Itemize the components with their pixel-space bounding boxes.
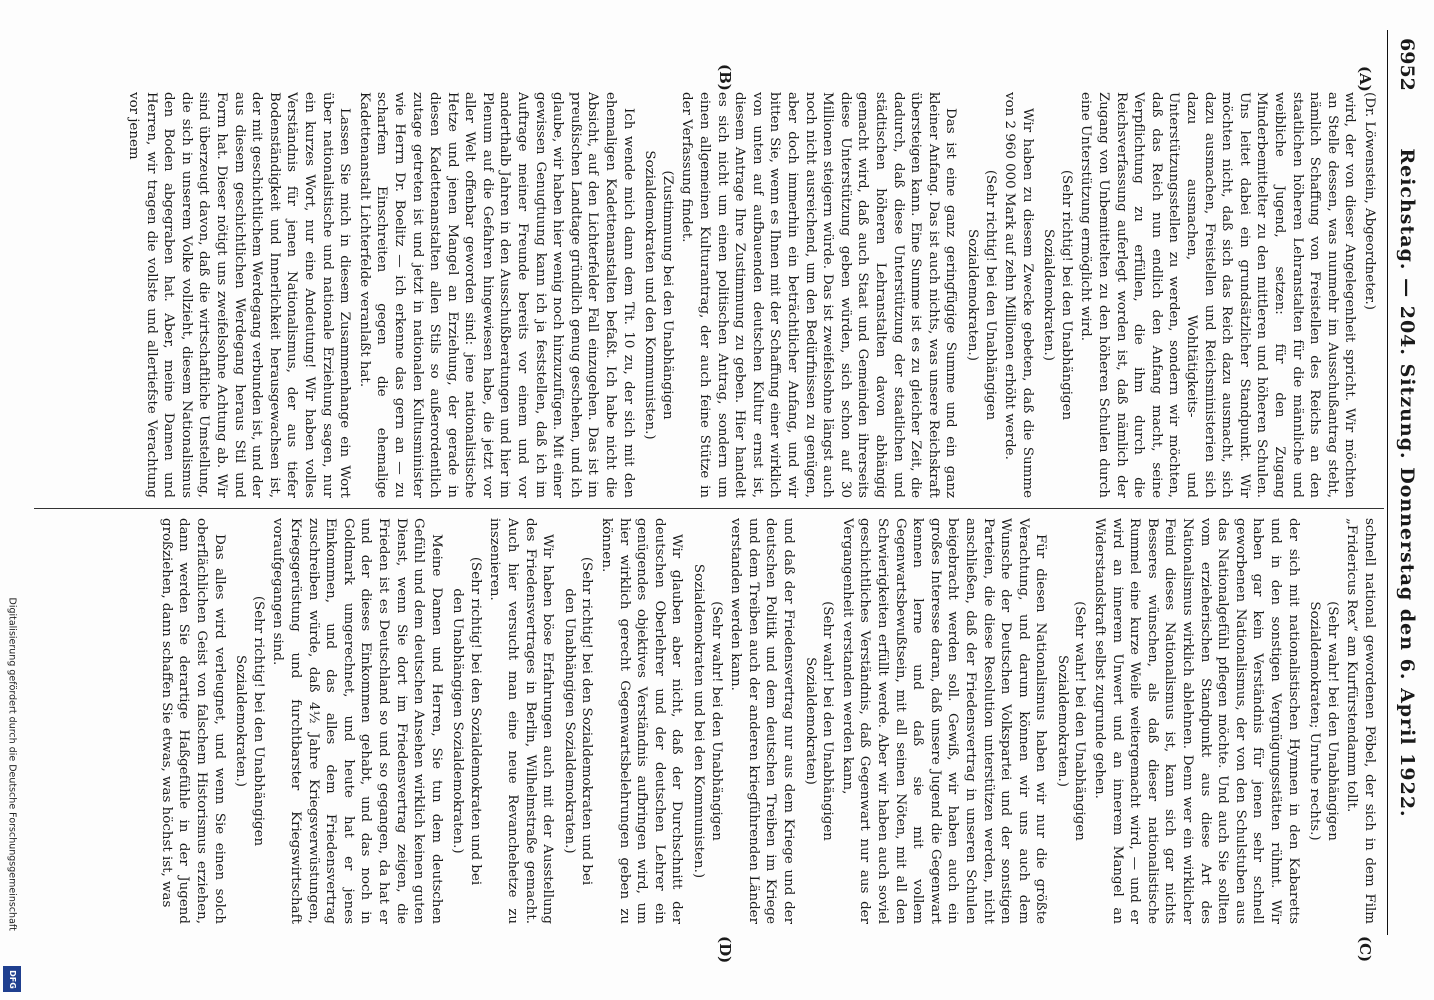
paragraph: und daß der Friedensvertrag nur aus dem Kriege und der deutschen Politik und dem deutschen Treiben im Kriege und dem Treiben auch der anderen kriegführenden Länder verstanden werden kann.	[728, 518, 796, 924]
paragraph: Das ist eine ganz geringfügige Summe und ein ganz kleiner Anfang. Das ist auch nichts, was unsere Reichskraft übersteigen kann. Eine Summe ist es zu gleicher Zeit, die dadurch, daß diese Unterstützung der staatlichen und städtischen höheren Lehranstalten davon abhängig gemacht wird, daß auch Staat und Gemeinden ihrerseits diese Unterstützung geben würden, sich schon auf 30 Millionen steigern würde. Das ist zweifelsohne längst auch noch nicht ausreichend, um den Bedürfnissen zu genügen, aber doch immerhin ein beträchtlicher Anfang, und wir bitten Sie, wenn es Ihnen mit der Schaffung einer wirklich von unten auf aufbauenden deutschen Kultur ernst ist, diesem Antrage Ihre Zustimmung zu geben. Hier handelt es sich nicht um einen politischen Antrag, sondern um einen allgemeinen Kulturantrag, der auch feine Stütze in der Verfassung findet.	[679, 92, 959, 498]
paragraph: wird, der von dieser Angelegenheit spricht. Wir möchten an Stelle dessen, was nunmehr im Ausschußantrag steht, nämlich Schaffung von Freistellen des Reichs an den staatlichen höheren Lehranstalten für die männliche und weibliche Jugend, setzen: für den Zugang Minderbemittelter zu den mittleren und höheren Schulen. Uns leitet dabei ein grundsätzlicher Standpunkt. Wir möchten nicht, daß sich das Reich dazu ausmacht, sich dazu ausmachen, Freistellen und Reichsministerien sich dazu ausmachen, Wohltätigkeits- und Unterstützungsstellen zu werden, sondern wir möchten, daß das Reich nun endlich den Anfang macht, seine Verpflichtung zu erfüllen, die ihm durch die Reichsverfassung auferlegt worden ist, daß nämlich der Zugang von Unbemittelten zu den höheren Schulen durch eine Unterstützung ermöglicht wird.	[1078, 92, 1358, 498]
margin-marker-c: (C)	[1356, 936, 1374, 963]
interjection: (Sehr richtig! bei den Unabhängigen Sozialdemokraten.)	[964, 169, 998, 421]
paragraph: Das alles wird verleugnet, und wenn Sie einen solch oberflächlichen Geist von falschem Historismus erziehen, dann werden Sie derartige Haßgefühle in der Jugend großziehen, dann schaffen Sie etwas, was höchst ist, was	[158, 518, 227, 924]
interjection: (Sehr wahr! bei den Unabhängigen Sozialdemokraten; Unruhe rechts.)	[1307, 601, 1340, 841]
credit-text: Digitalisierung gefördert durch die Deutsche Forschungsgemeinschaft	[6, 597, 18, 931]
column-divider	[34, 508, 1384, 509]
paragraph: schnell national gewordenen Pöbel, der sich in dem Film „Fridericus Rex“ am Kurfürstendamm tollt.	[1344, 518, 1377, 924]
interjection: (Sehr richtig! bei den Sozialdemokraten und bei den Unabhängigen Sozialdemokraten.)	[450, 556, 483, 886]
paragraph: Wir glauben aber nicht, daß der Durchschnitt der deutschen Oberlehrer und der deutschen Lehrer ein genügendes objektives Verständnis aufbringen wird, um hier wirklich gerecht Gegenwartsbelehrungen geben zu können.	[599, 518, 685, 924]
running-title: Reichstag. — 204. Sitzung. Donnerstag den 6. April 1922.	[1396, 148, 1418, 818]
left-text-column	[38, 92, 1378, 498]
header-rule	[1387, 30, 1388, 935]
page-number: 6952	[1396, 38, 1418, 91]
interjection: (Zustimmung bei den Unabhängigen Sozialdemokraten und den Kommunisten.)	[642, 150, 675, 440]
paragraph: Wir haben böse Erfahrungen auch mit der Ausstellung des Friedensvertrages in Berlin, Wilhelmstraße gemacht. Auch hier versucht man eine neue Revanchehetze zu inszenieren.	[487, 518, 556, 924]
page-header	[1392, 38, 1418, 928]
margin-marker-a: (A)	[1356, 66, 1374, 92]
right-text-column	[38, 518, 1378, 924]
paragraph: Wir haben zu diesem Zwecke gebeten, daß die Summe von 2 960 000 Mark auf zehn Millionen erhöht werde.	[1002, 92, 1035, 498]
dfg-logo	[3, 966, 21, 992]
paragraph: der sich mit nationalistischen Hymnen in den Kabaretts und in den sonstigen Vergnügungsstätten rühmt. Wir haben gar kein Verständnis für jenen sehr schnell geworbenen Nationalismus, der von den Schulstuben aus das Nationalgefühl pflegen möchte. Und auch Sie sollten vom erzieherischen Standpunkt aus diese Art des Nationalismus wirklich ablehnen. Denn wer ein wirklicher Feind dieses Nationalismus ist, kann sich gar nichts Besseres wünschen, als daß dieser nationalistische Rummel eine kurze Weile weitergemacht wird, — und er wird an innerem Unwert und an innerem Mangel an Widerstandskraft selbst zugrunde gehen.	[1092, 518, 1301, 924]
interjection: (Sehr wahr! bei den Unabhängigen Sozialdemokraten)	[802, 601, 836, 841]
paragraph: Ich wende mich dann dem Tit. 10 zu, der sich mit den ehemaligen Kadettenanstalten befaßt. Ich habe nicht die Absicht, auf den Lichterfelder Fall einzugehen. Das ist im preußischen Landtage gründlich genug geschehen, und ich glaube, wir haben hier wenig noch hinzuzufügen. Mit einer gewissen Genugtuung kann ich ja feststellen, daß ich im Auftrage meiner Freunde bereits vor einem und vor anderthalb Jahren in den Ausschußberatungen und hier im Plenum auf die Gefahren hingewiesen habe, die jetzt vor aller Welt offenbar geworden sind: jene nationalistische Hetze und jenen Mangel an Erziehung, der gerade in diesen Kadettenanstalten allen Stils so außerordentlich zutage getreten ist und jetzt in nationalen Kultusminister wie Herrn Dr. Boelitz — ich erkenne das gern an — zu scharfem Einschreiten gegen die ehemalige Kadettenanstalt Lichterfelde veranlaßt hat.	[356, 92, 636, 498]
interjection: (Sehr richtig! bei den Unabhängigen Sozialdemokraten.)	[233, 595, 266, 847]
speaker-line: (Dr. Löwenstein, Abgeordneter.)	[1362, 92, 1377, 311]
margin-marker-b: (B)	[716, 64, 734, 91]
paragraph: Meine Damen und Herren, Sie tun dem deutschen Gefühl und dem deutschen Ansehen wirklich keinen guten Dienst, wenn Sie dort im Friedensvertrag zeigen, die Frieden ist es Deutschland so und so gegangen, da hat er und der dieses Einkommen gehabt, und das noch in Goldmark umgerechnet, und heute hat er jenes Einkommen, und das alles dem Friedensvertrag zuschreiben würde, daß 4½ Jahre Kriegsverwüstungen, Kriegsgerüstung und furchtbarster Kriegswirtschaft voraufgegangen sind.	[270, 518, 444, 924]
interjection: (Sehr richtig! bei den Unabhängigen Sozialdemokraten.)	[1041, 169, 1074, 421]
paragraph: Lassen Sie mich in diesem Zusammenhange ein Wort über nationalistische und nationale Erziehung sagen, nur ein kurzes Wort, nur eine Andeutung! Wir haben volles Verständnis für jenen Nationalismus, der aus tiefer Bodenständigkeit und Innerlichkeit herausgewachsen ist, der mit geschichtlichem Werdegang verbunden ist, und der aus diesem geschichtlichen Werdegang heraus Stil und Form hat. Dieser nötigt uns zweifelsohne Achtung ab. Wir sind überzeugt davon, daß die wirtschaftliche Umstellung, die sich in unserem Volke vollzieht, diesem Nationalismus den Boden abgegraben hat. Aber, meine Damen und Herren, wir tragen die vollste und allertiefste Verachtung vor jenem	[126, 92, 353, 498]
interjection: (Sehr wahr! bei den Unabhängigen Sozialdemokraten und bei den Kommunisten.)	[691, 563, 724, 879]
interjection: (Sehr wahr! bei den Unabhängigen Sozialdemokraten.)	[1054, 601, 1088, 841]
digitization-credit	[4, 597, 20, 988]
margin-marker-d: (D)	[716, 936, 734, 964]
paragraph: Für diesen Nationalismus haben wir nur die größte Verachtung, und darum können wir uns auch dem Wunsche der Deutschen Volkspartei und der sonstigen Parteien, die diese Resolution unterstützen werden, nicht anschließen, daß der Friedensvertrag in unseren Schulen beigebracht werden soll. Gewiß, wir haben auch ein großes Interesse daran, daß unsere Jugend die Gegenwart kennen lerne und daß sie mit vollem Gegenwartsbewußtsein, mit all seinen Nöten, mit all den Schwierigkeiten erfüllt werde. Aber wir haben auch soviel geschichtliches Verständnis, daß Gegenwart nur aus der Vergangenheit verstanden werden kann,	[839, 518, 1049, 924]
dfg-logo-text: DFG	[7, 969, 17, 989]
interjection: (Sehr richtig! bei den Sozialdemokraten und bei den Unabhängigen Sozialdemokraten.)	[561, 556, 595, 886]
